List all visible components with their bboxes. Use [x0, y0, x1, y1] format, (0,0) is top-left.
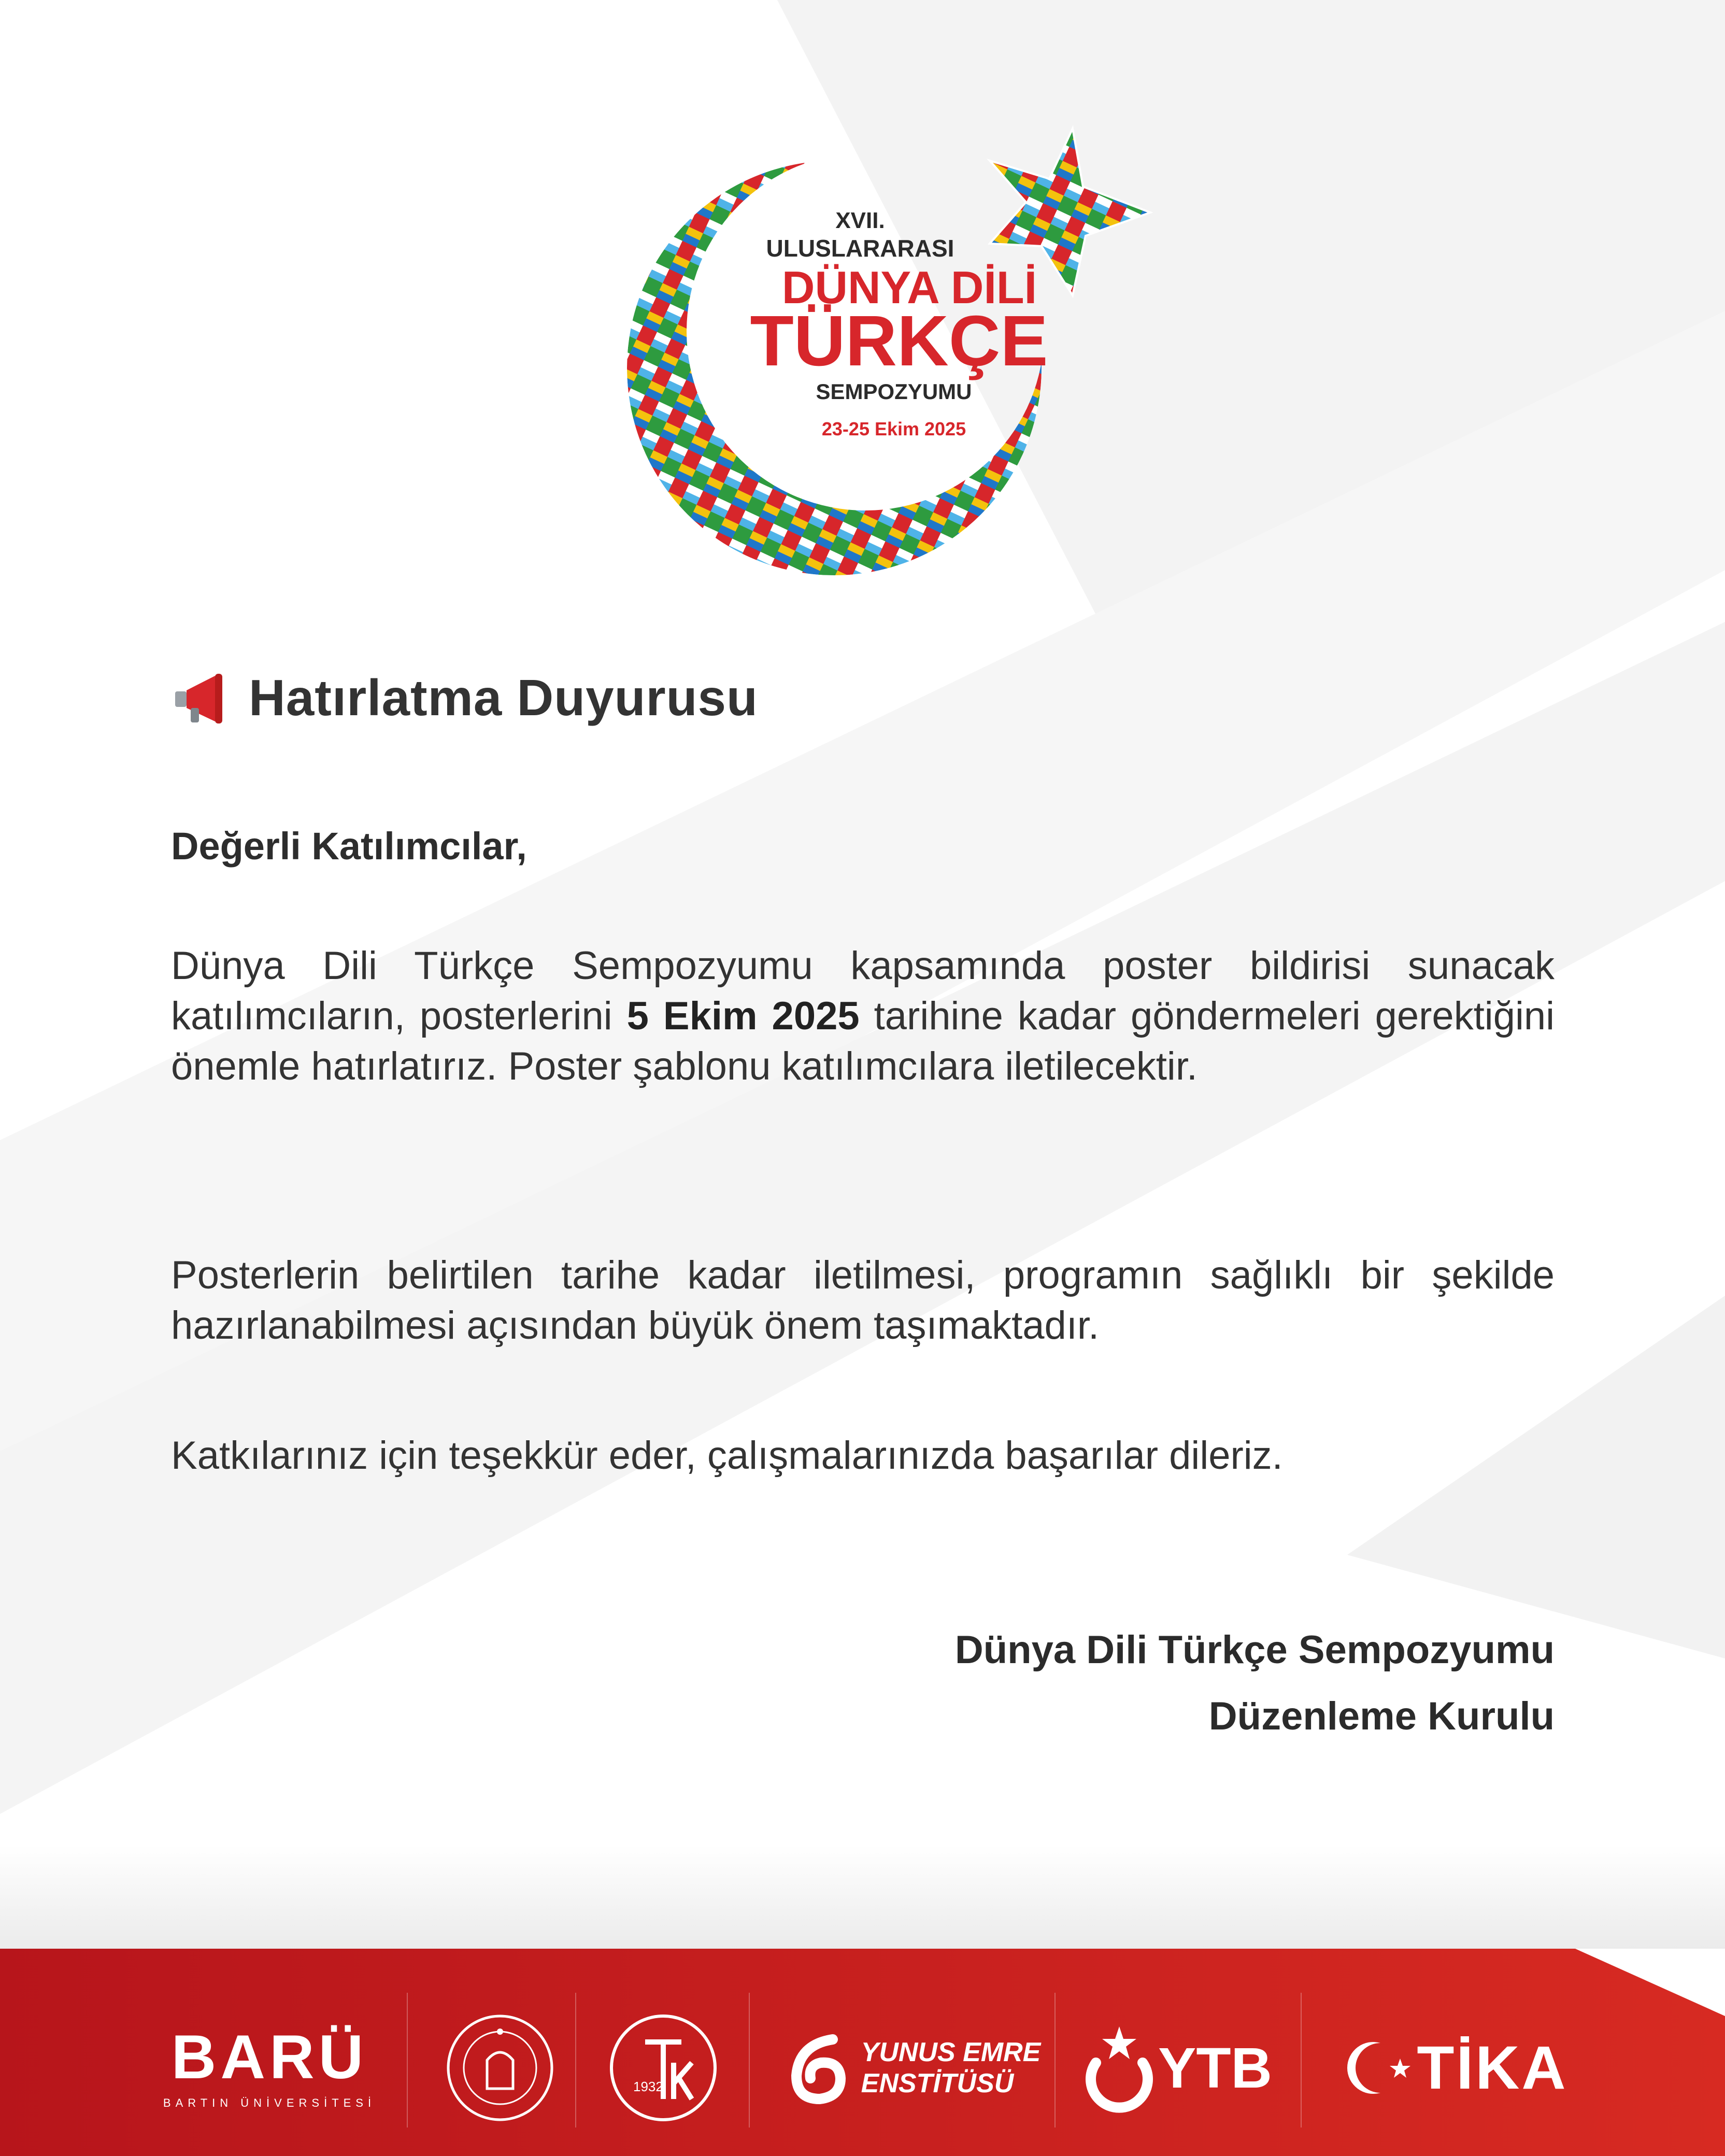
footer-divider — [1054, 1993, 1056, 2127]
partner-tdk-logo — [586, 2006, 741, 2130]
valilik-seal-icon — [443, 2011, 557, 2125]
paragraph-3: Katkılarınız için teşekkür eder, çalışmalarınızda başarılar dileriz. — [171, 1434, 1283, 1478]
tika-crescent-star-icon — [1334, 2032, 1417, 2104]
footer-divider — [575, 1993, 576, 2127]
yunus-emre-name: YUNUS EMRE — [861, 2037, 1041, 2067]
partner-yunus-emre-logo — [772, 2006, 1052, 2130]
footer-fade — [0, 1845, 1725, 1949]
partner-tika-logo — [1316, 2006, 1586, 2130]
yunus-emre-swirl-icon — [783, 2029, 851, 2107]
yunus-emre-name2: ENSTİTÜSÜ — [861, 2068, 1014, 2098]
logo-line1: ULUSLARARASI — [766, 235, 954, 262]
paragraph-2: Posterlerin belirtilen tarihe kadar iletilmesi, programın sağlıklı bir şekilde hazırlanabilmesi açısından büyük önem taşımaktadır. — [171, 1253, 1555, 1348]
baru-wordmark: BARÜ — [171, 2022, 368, 2092]
signature-line-1: Dünya Dili Türkçe Sempozyumu — [954, 1628, 1555, 1672]
tdk-year: 1932 — [633, 2079, 663, 2094]
footer-divider — [749, 1993, 750, 2127]
tika-wordmark: TİKA — [1417, 2034, 1568, 2102]
logo-edition: XVII. — [835, 208, 885, 233]
paragraph-1 — [171, 941, 1555, 1091]
deadline-date: 5 Ekim 2025 — [626, 994, 860, 1038]
page-title: Hatırlatma Duyurusu — [249, 669, 758, 726]
ytb-wordmark: YTB — [1158, 2036, 1272, 2100]
paragraph-1-text-end: tarihine kadar göndermeleri gerektiğini önemle hatırlatırız. Poster şablonu katılımcılara iletilecektir. — [171, 994, 1555, 1088]
partner-ytb-logo — [1067, 2006, 1285, 2130]
partner-baru-logo — [155, 2006, 383, 2130]
logo-dates: 23-25 Ekim 2025 — [821, 418, 966, 439]
footer-divider — [407, 1993, 408, 2127]
megaphone-icon — [171, 670, 228, 727]
footer-divider — [1301, 1993, 1302, 2127]
logo-title-line1: DÜNYA DİLİ — [781, 262, 1037, 313]
baru-subtitle: BARTIN ÜNİVERSİTESİ — [163, 2096, 376, 2109]
signature-line-2: Düzenleme Kurulu — [1208, 1694, 1555, 1738]
symposium-logo — [617, 124, 1166, 580]
greeting: Değerli Katılımcılar, — [171, 825, 527, 868]
logo-line3: SEMPOZYUMU — [816, 379, 972, 404]
logo-title-line2: TÜRKÇE — [750, 301, 1048, 381]
paragraph-1-text-start: Dünya Dili Türkçe Sempozyumu kapsamında poster bildirisi sunacak katılımcıların, posterlerini — [171, 944, 1555, 1038]
partner-footer — [0, 1949, 1725, 2156]
partner-valilik-logo — [425, 2006, 575, 2130]
heading-row — [171, 669, 758, 727]
signature — [955, 1617, 1555, 1750]
ytb-crescent-icon — [1080, 2016, 1158, 2120]
tdk-emblem-icon — [606, 2011, 720, 2125]
